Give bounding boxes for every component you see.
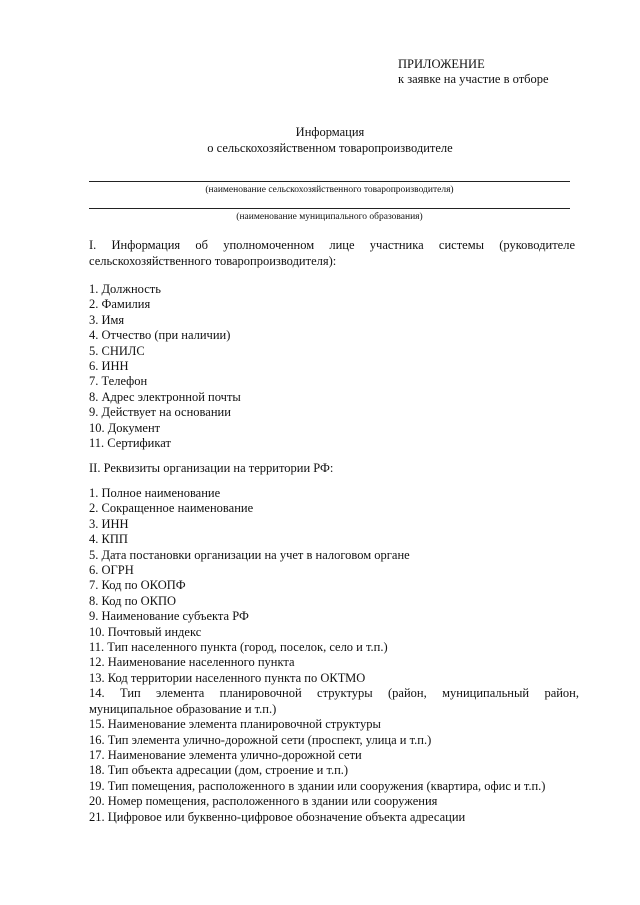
producer-name-line <box>89 181 570 182</box>
list-item: 12. Наименование населенного пункта <box>89 655 295 670</box>
municipality-name-caption: (наименование муниципального образования) <box>236 212 423 222</box>
list-item: 16. Тип элемента улично-дорожной сети (проспект, улица и т.п.) <box>89 732 432 747</box>
list-item: 5. Дата постановки организации на учет в налоговом органе <box>89 547 410 562</box>
list-item: 9. Наименование субъекта РФ <box>89 609 249 624</box>
list-item: 5. СНИЛС <box>89 343 145 358</box>
list-item: 17. Наименование элемента улично-дорожной сети <box>89 747 362 762</box>
list-item: 20. Номер помещения, расположенного в здании или сооружения <box>89 794 438 809</box>
list-item: 14. Тип элемента планировочной структуры (район, муниципальный район, муниципальное образование и т.п.) <box>89 686 579 716</box>
list-item: 7. Телефон <box>89 374 148 389</box>
section-2-heading: II. Реквизиты организации на территории РФ: <box>89 461 334 475</box>
list-item: 2. Фамилия <box>89 297 151 312</box>
list-item: 3. ИНН <box>89 516 129 531</box>
list-item: 10. Почтовый индекс <box>89 624 202 639</box>
list-item: 1. Должность <box>89 282 161 296</box>
list-item: 4. Отчество (при наличии) <box>89 328 231 343</box>
list-item: 11. Тип населенного пункта (город, поселок, село и т.п.) <box>89 640 388 655</box>
appendix-block <box>398 57 549 87</box>
section-1-heading: I. Информация об уполномоченном лице участника системы (руководителе сельскохозяйственного товаропроизводителя): <box>89 238 575 268</box>
section-2-list <box>89 486 579 825</box>
municipality-name-line <box>89 208 570 209</box>
list-item: 7. Код по ОКОПФ <box>89 578 186 593</box>
list-item: 4. КПП <box>89 532 128 547</box>
appendix-title: ПРИЛОЖЕНИЕ <box>398 57 485 71</box>
list-item: 3. Имя <box>89 312 125 327</box>
list-item: 18. Тип объекта адресации (дом, строение и т.п.) <box>89 763 349 778</box>
section-1-list <box>89 282 579 451</box>
document-title: Информация <box>295 125 365 139</box>
list-item: 13. Код территории населенного пункта по ОКТМО <box>89 670 366 685</box>
list-item: 9. Действует на основании <box>89 405 231 420</box>
list-item: 6. ОГРН <box>89 563 134 578</box>
list-item: 15. Наименование элемента планировочной структуры <box>89 717 381 732</box>
list-item: 10. Документ <box>89 420 161 435</box>
list-item: 2. Сокращенное наименование <box>89 501 254 516</box>
list-item: 8. Адрес электронной почты <box>89 389 241 404</box>
list-item: 8. Код по ОКПО <box>89 593 177 608</box>
list-item: 1. Полное наименование <box>89 486 221 500</box>
list-item: 21. Цифровое или буквенно-цифровое обозначение объекта адресации <box>89 809 466 824</box>
list-item: 19. Тип помещения, расположенного в здании или сооружения (квартира, офис и т.п.) <box>89 778 546 793</box>
document-subtitle: о сельскохозяйственном товаропроизводителе <box>207 141 453 155</box>
list-item: 6. ИНН <box>89 359 129 374</box>
list-item: 11. Сертификат <box>89 436 171 451</box>
producer-name-caption: (наименование сельскохозяйственного товаропроизводителя) <box>205 185 454 195</box>
appendix-subtitle: к заявке на участие в отборе <box>398 72 549 86</box>
